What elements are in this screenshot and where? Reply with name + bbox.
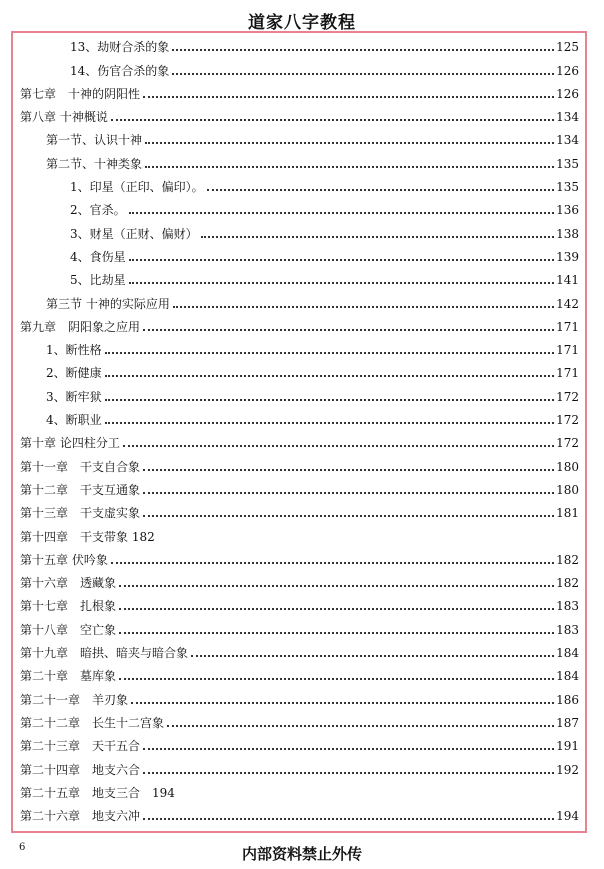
toc-entry-page: 180 <box>556 482 579 497</box>
toc-entry[interactable] <box>20 408 579 431</box>
toc-entry[interactable] <box>20 501 579 524</box>
toc-dot-leader <box>167 725 554 727</box>
toc-dot-leader <box>119 608 554 610</box>
toc-entry-page: 184 <box>556 646 579 661</box>
toc-entry-page: 141 <box>556 273 579 288</box>
toc-dot-leader <box>143 469 554 471</box>
document-title: 道家八字教程 <box>248 13 356 33</box>
toc-entry-page: 171 <box>556 366 579 381</box>
toc-entry-title: 第一节、认识十神 <box>46 133 143 148</box>
toc-entry[interactable] <box>20 151 579 174</box>
toc-entry-page: 135 <box>556 180 579 195</box>
toc-entry-title: 4、食伤星 <box>70 249 126 264</box>
toc-entry[interactable] <box>20 198 579 221</box>
toc-dot-leader <box>119 678 554 680</box>
toc-entry-title: 第二十五章 地支三合 194 <box>20 785 175 800</box>
toc-entry[interactable] <box>20 524 579 547</box>
toc-dot-leader <box>129 212 554 214</box>
toc-entry-title: 第七章 十神的阴阳性 <box>20 86 141 101</box>
toc-entry[interactable] <box>20 82 579 105</box>
toc-dot-leader <box>105 399 554 401</box>
toc-entry[interactable] <box>20 571 579 594</box>
toc-entry-title: 第二节、十神类象 <box>46 156 143 171</box>
toc-dot-leader <box>173 306 554 308</box>
toc-dot-leader <box>129 282 554 284</box>
table-of-contents <box>20 35 579 827</box>
toc-entry-title: 第二十四章 地支六合 <box>20 762 141 777</box>
toc-entry[interactable] <box>20 548 579 571</box>
toc-dot-leader <box>131 702 554 704</box>
toc-entry-title: 第十四章 干支带象 182 <box>20 529 155 544</box>
toc-entry[interactable] <box>20 478 579 501</box>
toc-dot-leader <box>105 422 554 424</box>
toc-entry-page: 135 <box>556 156 579 171</box>
toc-entry-page: 184 <box>556 669 579 684</box>
toc-entry[interactable] <box>20 128 579 151</box>
toc-entry-page: 183 <box>556 599 579 614</box>
toc-entry-title: 第二十一章 羊刃象 <box>20 692 129 707</box>
toc-dot-leader <box>201 236 554 238</box>
toc-entry[interactable] <box>20 384 579 407</box>
toc-entry-page: 171 <box>556 343 579 358</box>
toc-entry-title: 第十九章 暗拱、暗夹与暗合象 <box>20 646 189 661</box>
toc-entry-page: 192 <box>556 762 579 777</box>
toc-entry-title: 1、断性格 <box>46 343 102 358</box>
toc-entry[interactable] <box>20 338 579 361</box>
toc-entry-title: 1、印星（正印、偏印）。 <box>70 180 204 195</box>
toc-entry-page: 172 <box>556 389 579 404</box>
toc-dot-leader <box>191 655 554 657</box>
toc-entry-page: 171 <box>556 319 579 334</box>
toc-entry-page: 191 <box>556 739 579 754</box>
toc-entry-title: 3、财星（正财、偏财） <box>70 226 198 241</box>
toc-entry[interactable] <box>20 594 579 617</box>
toc-entry-page: 172 <box>556 436 579 451</box>
toc-entry-page: 186 <box>556 692 579 707</box>
toc-entry[interactable] <box>20 687 579 710</box>
toc-dot-leader <box>172 73 554 75</box>
toc-entry-title: 14、伤官合杀的象 <box>70 63 170 78</box>
footer-notice: 内部资料禁止外传 <box>241 845 362 863</box>
toc-dot-leader <box>105 352 554 354</box>
toc-entry-title: 第十八章 空亡象 <box>20 622 117 637</box>
toc-dot-leader <box>207 189 554 191</box>
toc-dot-leader <box>143 96 554 98</box>
toc-dot-leader <box>129 259 554 261</box>
toc-entry-title: 第八章 十神概说 <box>20 110 108 125</box>
toc-entry-title: 3、断牢狱 <box>46 389 102 404</box>
toc-entry-page: 139 <box>556 249 579 264</box>
toc-entry-title: 第二十六章 地支六冲 <box>20 809 141 824</box>
toc-entry-page: 181 <box>556 506 579 521</box>
toc-entry-title: 第十二章 干支互通象 <box>20 482 141 497</box>
toc-entry-title: 第二十三章 天干五合 <box>20 739 141 754</box>
toc-entry-page: 134 <box>556 110 579 125</box>
toc-entry-title: 4、断职业 <box>46 413 102 428</box>
toc-entry[interactable] <box>20 268 579 291</box>
toc-entry-page: 187 <box>556 715 579 730</box>
toc-entry[interactable] <box>20 35 579 58</box>
toc-entry-page: 136 <box>556 203 579 218</box>
toc-entry[interactable] <box>20 641 579 664</box>
toc-entry[interactable] <box>20 781 579 804</box>
toc-entry-title: 第十六章 透藏象 <box>20 576 117 591</box>
toc-entry-page: 125 <box>556 40 579 55</box>
toc-dot-leader <box>111 562 554 564</box>
toc-entry-page: 126 <box>556 86 579 101</box>
toc-entry-title: 第二十章 墓库象 <box>20 669 117 684</box>
toc-entry-title: 13、劫财合杀的象 <box>70 40 170 55</box>
toc-entry-title: 5、比劫星 <box>70 273 126 288</box>
toc-entry-title: 第十章 论四柱分工 <box>20 436 120 451</box>
toc-entry[interactable] <box>20 361 579 384</box>
toc-entry[interactable] <box>20 175 579 198</box>
toc-entry[interactable] <box>20 804 579 827</box>
toc-entry[interactable] <box>20 454 579 477</box>
toc-entry-page: 142 <box>556 296 579 311</box>
toc-entry-title: 第三节 十神的实际应用 <box>46 296 170 311</box>
toc-entry-title: 第十七章 扎根象 <box>20 599 117 614</box>
toc-entry-page: 180 <box>556 459 579 474</box>
toc-dot-leader <box>145 166 554 168</box>
toc-entry[interactable] <box>20 315 579 338</box>
toc-entry[interactable] <box>20 105 579 128</box>
toc-dot-leader <box>143 329 554 331</box>
toc-entry-title: 第十五章 伏吟象 <box>20 552 108 567</box>
toc-entry[interactable] <box>20 221 579 244</box>
toc-entry-page: 182 <box>556 552 579 567</box>
toc-entry-title: 2、断健康 <box>46 366 102 381</box>
toc-entry-page: 182 <box>556 576 579 591</box>
toc-entry-title: 2、官杀。 <box>70 203 126 218</box>
toc-dot-leader <box>143 772 554 774</box>
toc-entry-title: 第二十二章 长生十二宫象 <box>20 715 165 730</box>
toc-dot-leader <box>143 748 554 750</box>
toc-entry[interactable] <box>20 711 579 734</box>
toc-entry[interactable] <box>20 58 579 81</box>
toc-dot-leader <box>143 515 554 517</box>
toc-entry[interactable] <box>20 734 579 757</box>
page-number: 6 <box>19 842 26 853</box>
toc-entry-page: 126 <box>556 63 579 78</box>
toc-dot-leader <box>123 445 554 447</box>
toc-entry[interactable] <box>20 757 579 780</box>
toc-entry[interactable] <box>20 245 579 268</box>
toc-entry-page: 183 <box>556 622 579 637</box>
toc-entry[interactable] <box>20 291 579 314</box>
toc-entry[interactable] <box>20 431 579 454</box>
toc-dot-leader <box>143 492 554 494</box>
toc-dot-leader <box>119 585 554 587</box>
toc-entry-title: 第十一章 干支自合象 <box>20 459 141 474</box>
toc-entry-page: 172 <box>556 413 579 428</box>
toc-entry[interactable] <box>20 664 579 687</box>
toc-dot-leader <box>143 818 554 820</box>
toc-entry-page: 134 <box>556 133 579 148</box>
toc-entry-title: 第十三章 干支虚实象 <box>20 506 141 521</box>
toc-entry-page: 194 <box>556 809 579 824</box>
toc-dot-leader <box>111 119 554 121</box>
toc-dot-leader <box>105 375 554 377</box>
toc-entry-title: 第九章 阴阳象之应用 <box>20 319 141 334</box>
toc-entry[interactable] <box>20 617 579 640</box>
toc-dot-leader <box>172 49 554 51</box>
toc-entry-page: 138 <box>556 226 579 241</box>
toc-dot-leader <box>145 142 554 144</box>
toc-dot-leader <box>119 632 554 634</box>
